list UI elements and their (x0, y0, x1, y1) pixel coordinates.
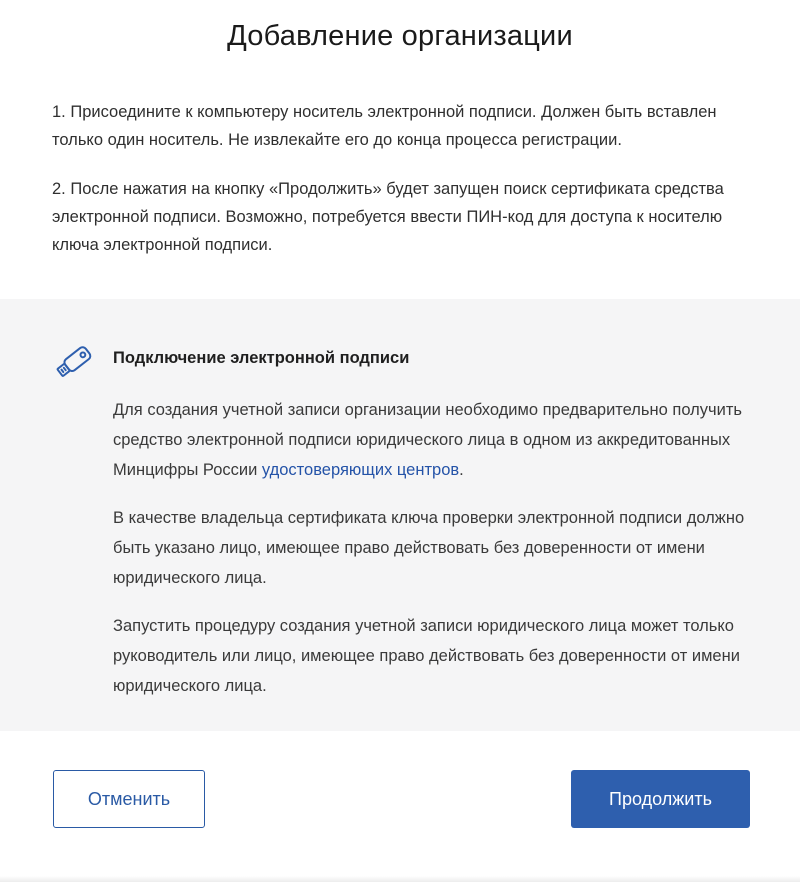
info-panel-body (113, 395, 763, 719)
info-paragraph-3: Запустить процедуру создания учетной записи юридического лица может только руководитель или лицо, имеющее право действовать без доверенности от имени юридического лица. (113, 617, 740, 695)
instructions (0, 56, 800, 259)
page-title: Добавление организации (227, 20, 573, 52)
instruction-step-1: 1. Присоедините к компьютеру носитель электронной подписи. Должен быть вставлен только один носитель. Не извлекайте его до конца процесса регистрации. (52, 103, 717, 149)
info-paragraph-1-end: . (459, 461, 464, 479)
info-paragraph-2: В качестве владельца сертификата ключа проверки электронной подписи должно быть указано лицо, имеющее право действовать без доверенности от имени юридического лица. (113, 509, 745, 587)
usb-key-icon (52, 341, 98, 381)
info-paragraph-1-text: Для создания учетной записи организации необходимо предварительно получить средство электронной подписи юридического лица в одном из аккредитованных Минцифры России (113, 401, 742, 479)
cancel-button[interactable]: Отменить (53, 770, 205, 828)
instruction-step-2: 2. После нажатия на кнопку «Продолжить» будет запущен поиск сертификата средства электронной подписи. Возможно, потребуется ввести ПИН-код для доступа к носителю ключа электронной подписи. (52, 180, 724, 254)
continue-button[interactable]: Продолжить (571, 770, 750, 828)
signature-info-panel (0, 299, 800, 731)
bottom-divider (0, 876, 800, 882)
info-panel-title: Подключение электронной подписи (113, 349, 410, 367)
info-paragraph-1 (113, 395, 763, 485)
certification-centers-link[interactable]: удостоверяющих центров (261, 461, 460, 479)
